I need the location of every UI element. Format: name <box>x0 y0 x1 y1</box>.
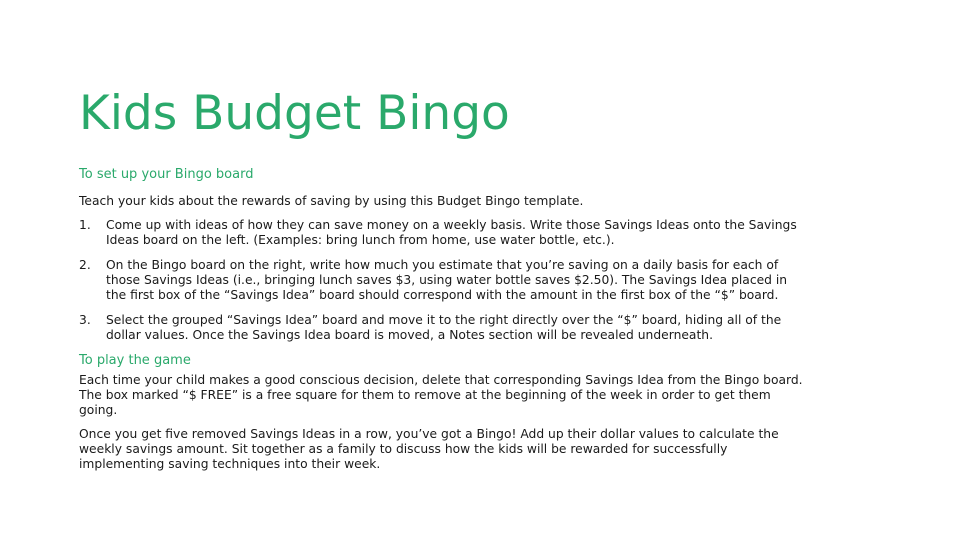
step-number: 3. <box>79 313 91 327</box>
play-paragraph-1: Each time your child makes a good conscious decision, delete that corresponding Savings Idea from the Bingo board. The box marked “$ FREE” is a free square for them to remove at the beginning of the week in order to get them going. <box>79 373 803 417</box>
play-heading: To play the game <box>79 353 191 368</box>
step-number: 2. <box>79 258 91 272</box>
step-number: 1. <box>79 218 91 232</box>
setup-heading: To set up your Bingo board <box>79 167 254 182</box>
list-item <box>79 258 809 303</box>
step-text: Come up with ideas of how they can save money on a weekly basis. Write those Savings Ideas onto the Savings Ideas board on the left. (Examples: bring lunch from home, use water bottle, etc.). <box>106 218 797 247</box>
slide-title: Kids Budget Bingo <box>79 86 510 141</box>
play-paragraph-2: Once you get five removed Savings Ideas in a row, you’ve got a Bingo! Add up their dollar values to calculate the weekly savings amount. Sit together as a family to discuss how the kids will be rewarded for successfully implementing saving techniques into their week. <box>79 427 779 471</box>
instructions-body <box>79 167 809 481</box>
step-text: Select the grouped “Savings Idea” board and move it to the right directly over the “$” board, hiding all of the dollar values. Once the Savings Idea board is moved, a Notes section will be revealed underneath. <box>106 313 782 342</box>
step-text: On the Bingo board on the right, write how much you estimate that you’re saving on a daily basis for each of those Savings Ideas (i.e., bringing lunch saves $3, using water bottle saves $2.50). The Savings Idea placed in the first box of the “Savings Idea” board should correspond with the amount in the first box of the “$” board. <box>106 258 788 302</box>
list-item <box>79 313 809 343</box>
list-item <box>79 218 809 248</box>
setup-steps-list <box>79 218 809 343</box>
intro-paragraph: Teach your kids about the rewards of saving by using this Budget Bingo template. <box>79 194 584 208</box>
